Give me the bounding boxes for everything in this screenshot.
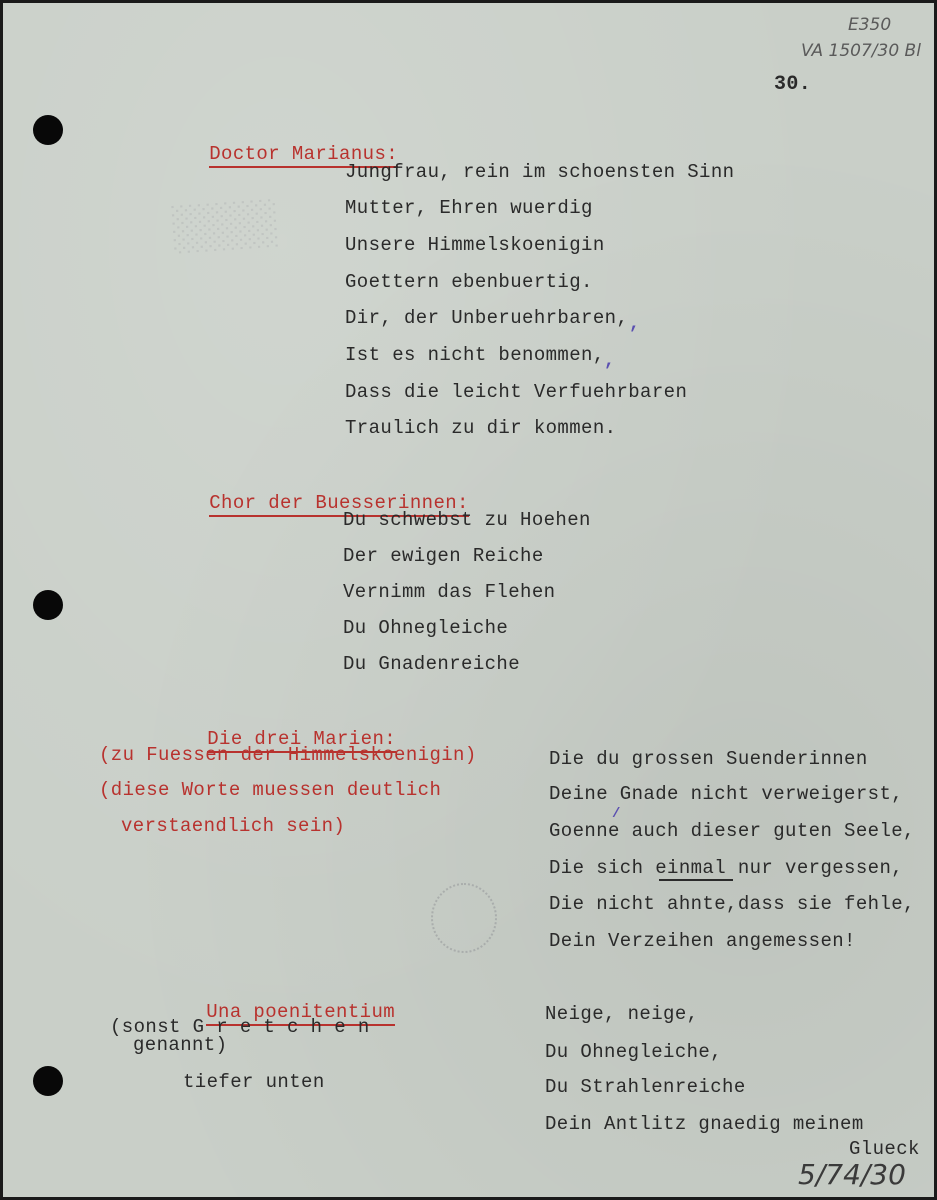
stage-note: (sonst G r e t c h e n	[110, 1016, 370, 1038]
faded-stamp-text: ░░░░	[171, 199, 281, 257]
stage-note: genannt)	[133, 1034, 228, 1056]
verse-line: Traulich zu dir kommen.	[345, 417, 617, 439]
heading-chor-text: Chor der Buesserinnen:	[209, 492, 469, 517]
verse-line: Du Ohnegleiche,	[545, 1041, 723, 1063]
verse-line: Der ewigen Reiche	[343, 545, 544, 567]
verse-line: Ist es nicht benommen,	[345, 344, 605, 366]
archive-ref-bottom: 5/74/30	[798, 1158, 906, 1191]
heading-drei-marien-text: Die drei Marien:	[207, 728, 396, 753]
verse-line: Mutter, Ehren wuerdig	[345, 197, 593, 219]
verse-line: Dir, der Unberuehrbaren,	[345, 307, 629, 329]
stage-direction: verstaendlich sein)	[121, 815, 346, 837]
ink-correction-mark: /	[612, 806, 621, 822]
punch-hole-middle	[33, 590, 63, 620]
archive-ref-top: E350	[848, 15, 892, 35]
verse-line-continuation: Glueck	[849, 1138, 920, 1160]
punch-hole-top	[33, 115, 63, 145]
stage-direction: (diese Worte muessen deutlich	[99, 779, 442, 801]
verse-line: Du schwebst zu Hoehen	[343, 509, 591, 531]
underline-einmal	[659, 879, 733, 881]
stage-direction: (zu Fuessen der Himmelskoenigin)	[99, 744, 477, 766]
archive-ref-code: VA 1507/30 Bl	[801, 41, 921, 61]
verse-line: Du Ohnegleiche	[343, 617, 509, 639]
heading-doctor-marianus-text: Doctor Marianus:	[209, 143, 398, 168]
heading-una-poenitentium-text: Una poenitentium	[206, 1001, 395, 1026]
verse-line: Die nicht ahnte,dass sie fehle,	[549, 893, 915, 915]
punch-hole-bottom	[33, 1066, 63, 1096]
page-number: 30.	[774, 73, 812, 96]
ink-correction-mark: ,	[604, 351, 615, 371]
ink-correction-mark: ,	[629, 314, 640, 334]
stage-note: tiefer unten	[183, 1071, 325, 1093]
verse-line: Dein Antlitz gnaedig meinem	[545, 1113, 864, 1135]
verse-line: Dass die leicht Verfuehrbaren	[345, 381, 688, 403]
verse-line: Die sich einmal nur vergessen,	[549, 857, 904, 879]
verse-line: Die du grossen Suenderinnen	[549, 748, 868, 770]
verse-line: Unsere Himmelskoenigin	[345, 234, 605, 256]
faded-stamp	[431, 883, 497, 953]
verse-line: Neige, neige,	[545, 1003, 699, 1025]
verse-line: Vernimm das Flehen	[343, 581, 556, 603]
verse-line: Goenne auch dieser guten Seele,	[549, 820, 915, 842]
verse-line: Deine Gnade nicht verweigerst,	[549, 783, 904, 805]
verse-line: Dein Verzeihen angemessen!	[549, 930, 856, 952]
verse-line: Du Strahlenreiche	[545, 1076, 746, 1098]
verse-line: Du Gnadenreiche	[343, 653, 521, 675]
verse-line: Goettern ebenbuertig.	[345, 271, 593, 293]
verse-line: Jungfrau, rein im schoensten Sinn	[345, 161, 735, 183]
